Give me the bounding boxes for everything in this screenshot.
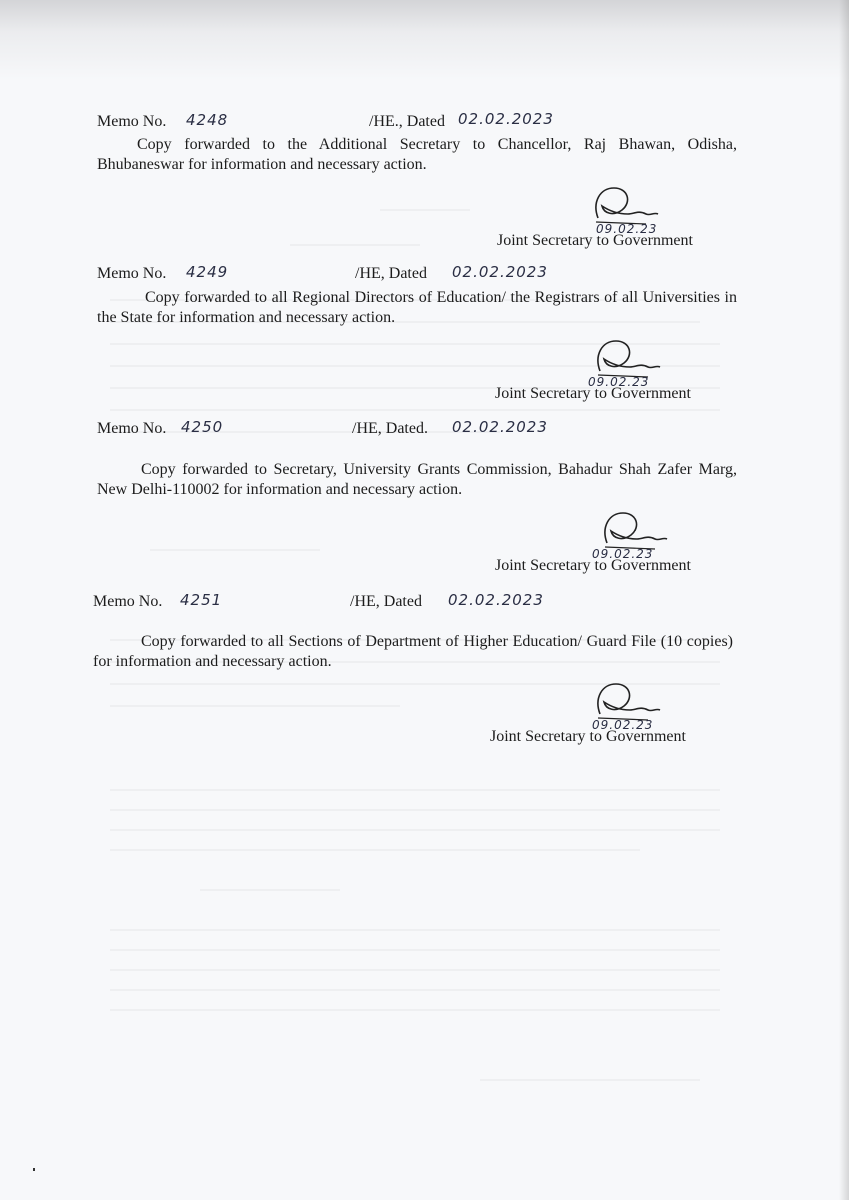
memo-number-handwritten: 4248 (186, 111, 229, 129)
scan-speck (33, 1168, 35, 1171)
signatory-designation: Joint Secretary to Government (495, 385, 691, 402)
memo-number-handwritten: 4250 (181, 418, 224, 436)
memo-body: Copy forwarded to all Sections of Department of Higher Education/ Guard File (10 copies) for information and necessary action. (93, 633, 733, 670)
signature-date-handwritten: 09.02.23 (592, 718, 654, 732)
signature-date-handwritten: 09.02.23 (596, 222, 658, 236)
signatory-designation: Joint Secretary to Government (497, 232, 693, 249)
memo-prefix: Memo No. (93, 593, 163, 610)
signature-date-handwritten: 09.02.23 (592, 547, 654, 561)
memo-body: Copy forwarded to Secretary, University Grants Commission, Bahadur Shah Zafer Marg, New Delhi-110002 for information and necessary action. (97, 461, 737, 498)
memo-header (97, 420, 166, 438)
memo-number-handwritten: 4251 (180, 591, 223, 609)
memo-body: Copy forwarded to all Regional Directors of Education/ the Registrars of all Universities in the State for information and necessary action. (97, 289, 737, 326)
memo-date-handwritten: 02.02.2023 (448, 591, 544, 609)
he-label: /HE., Dated (369, 113, 445, 130)
memo-date-handwritten: 02.02.2023 (452, 263, 548, 281)
memo-number-handwritten: 4249 (186, 263, 229, 281)
memo-date-handwritten: 02.02.2023 (452, 418, 548, 436)
memo-header (93, 593, 162, 611)
memo-body: Copy forwarded to the Additional Secretary to Chancellor, Raj Bhawan, Odisha, Bhubaneswar for information and necessary action. (97, 136, 737, 173)
signature-date-handwritten: 09.02.23 (588, 375, 650, 389)
memo-prefix: Memo No. (97, 265, 167, 282)
signatory-designation: Joint Secretary to Government (490, 728, 686, 745)
memo-prefix: Memo No. (97, 420, 167, 437)
he-label: /HE, Dated. (352, 420, 428, 437)
memo-header (97, 265, 166, 283)
signatory-designation: Joint Secretary to Government (495, 557, 691, 574)
he-label: /HE, Dated (355, 265, 427, 282)
memo-date-handwritten: 02.02.2023 (458, 110, 554, 128)
memo-header (97, 113, 166, 131)
memo-prefix: Memo No. (97, 113, 167, 130)
he-label: /HE, Dated (350, 593, 422, 610)
